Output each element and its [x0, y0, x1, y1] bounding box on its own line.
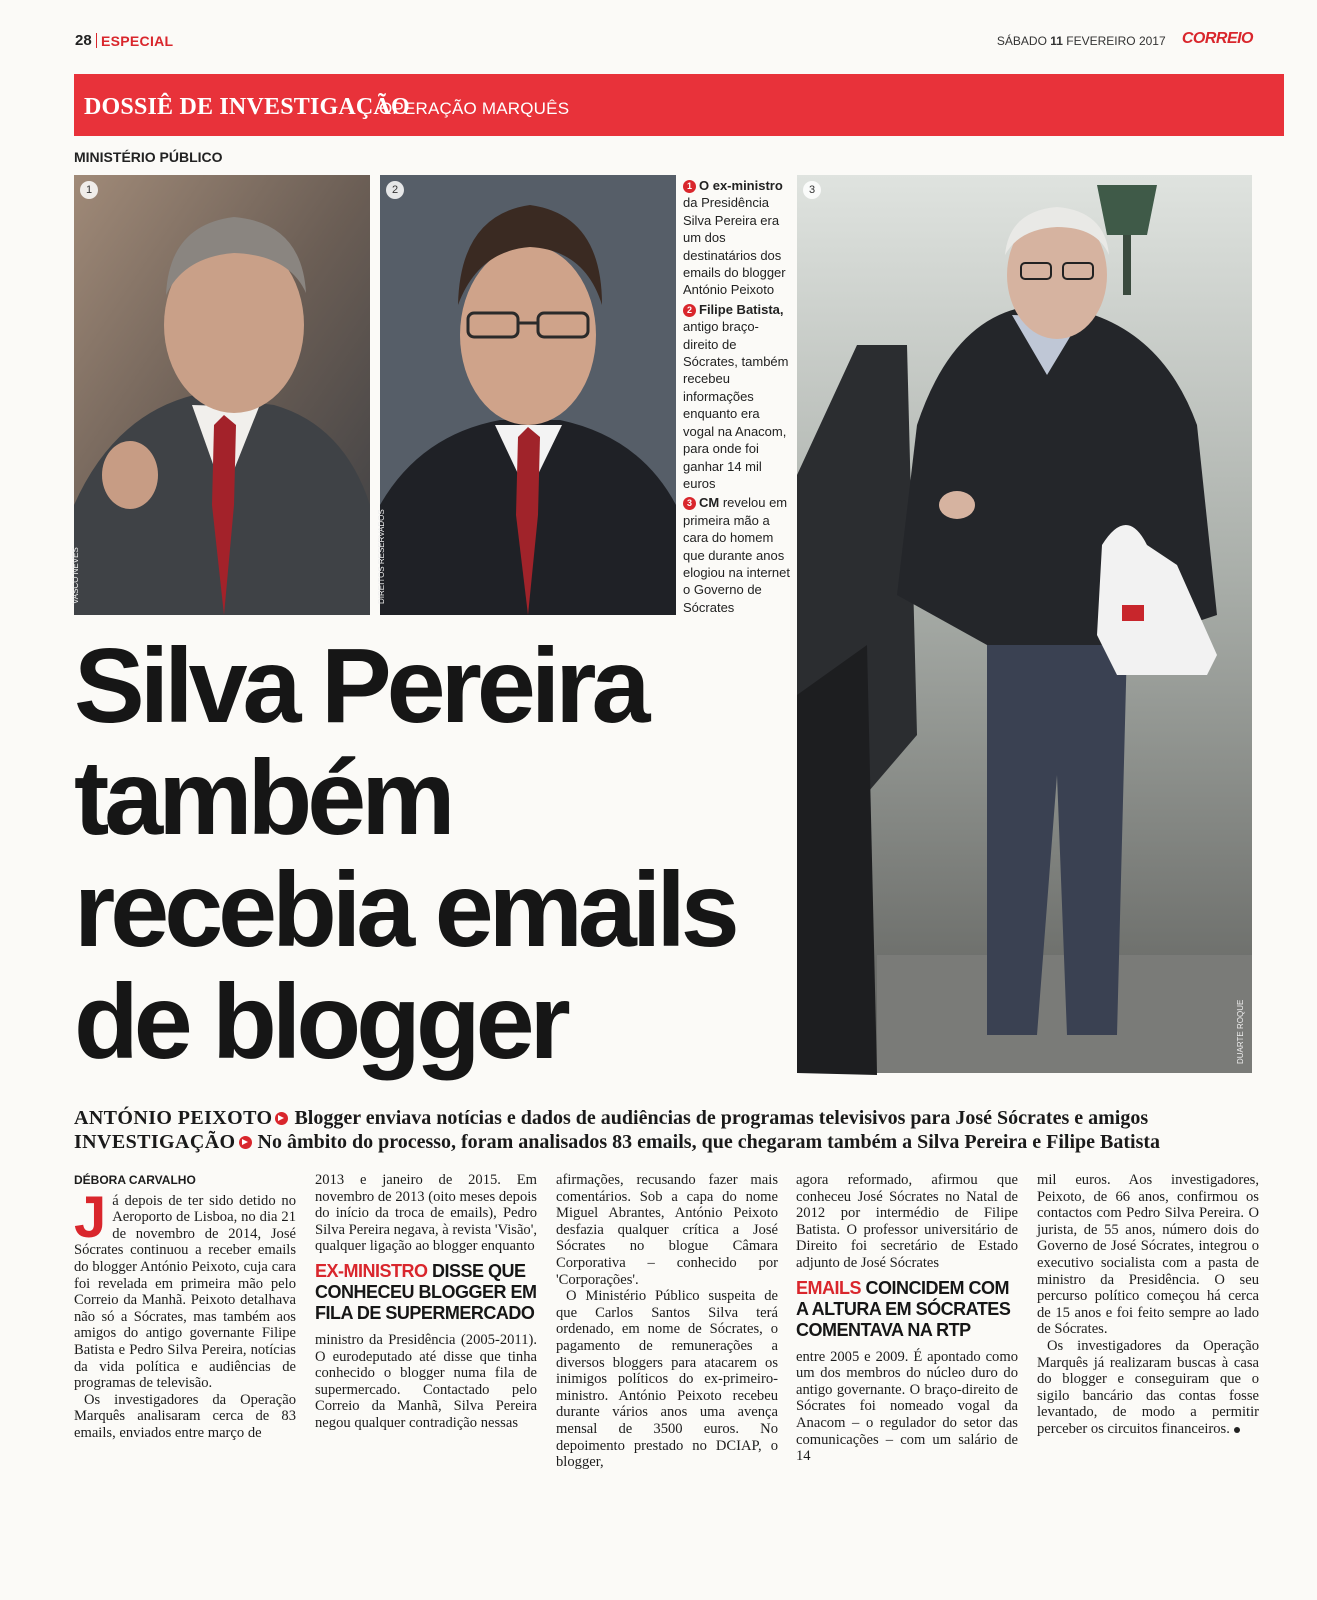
caption-1-text: da Presidência Silva Pereira era um dos destinatários dos emails do blogger António Peixoto [683, 195, 786, 298]
paragraph: 2013 e janeiro de 2015. Em novembro de 2013 (oito meses depois do início da troca de emails), Pedro Silva Pereira negava, à revista 'Visão', qualquer ligação ao blogger enquanto [315, 1172, 537, 1255]
subhead-1 [315, 1261, 537, 1324]
article-column-2 [315, 1172, 537, 1432]
paragraph: entre 2005 e 2009. É apontado como um dos membros do núcleo duro do antigo governante. O braço-direito de Sócrates foi nomeado vogal da Anacom – o regulador do setor das comunicações – com um salário de 14 [796, 1348, 1018, 1465]
subhead-2-red: EMAILS [796, 1277, 862, 1298]
brand-logo: CORREIO [1181, 30, 1253, 47]
paragraph: ministro da Presidência (2005-2011). O eurodeputado até disse que tinha conhecido o blogger numa fila de supermercado. Contactado pelo Correio da Manhã, Silva Pereira negou qualquer contradição nessas [315, 1331, 537, 1431]
deck-2-label: INVESTIGAÇÃO [74, 1131, 236, 1153]
page-header [0, 0, 1317, 70]
article-column-1 [74, 1172, 296, 1442]
caption-2-text: antigo braço-direito de Sócrates, também recebeu informações enquanto era vogal na Anacom, para onde foi ganhar 14 mil euros [683, 319, 789, 491]
paragraph: mil euros. Aos investigadores, Peixoto, de 66 anos, confirmou os contactos com Pedro Silva Pereira. O jurista, de 55 anos, número dois do Governo de José Sócrates, integrou o executivo socialista com a pasta de ministro da Presidência. O seu percurso político começou há cerca de 15 anos e foi feito sempre ao lado de Sócrates. [1037, 1172, 1259, 1338]
caption-3-lead: CM [699, 495, 720, 511]
deck-1 [74, 1107, 1284, 1130]
deck-2 [74, 1131, 1284, 1154]
subhead-2-rest: COINCIDEM COM A ALTURA EM SÓCRATES COMENTAVA NA RTP [796, 1277, 1011, 1340]
banner-subtitle: OPERAÇÃO MARQUÊS [379, 99, 570, 118]
article-column-5 [1037, 1172, 1259, 1438]
photo-credit-3: DUARTE ROQUE [1236, 999, 1245, 1064]
photo-credit-1: VASCO NEVES [71, 547, 80, 604]
subhead-1-red: EX-MINISTRO [315, 1260, 428, 1281]
end-mark-icon [1234, 1427, 1240, 1433]
date-month-year: FEVEREIRO 2017 [1066, 34, 1166, 48]
paragraph-text: á depois de ter sido detido no Aeroporto de Lisboa, no dia 21 de novembro de 2014, José Sócrates continuou a receber emails do blogger António Peixoto, cuja cara foi revelada em primeira mão pelo Correio da Manhã. Peixoto detalhava não só a Sócrates, mas também aos amigos do antigo governante Filipe Batista e Pedro Silva Pereira, notícias da vida política e audiências de programas de televisão. [74, 1192, 296, 1392]
caption-number-1: 1 [683, 180, 696, 193]
caption-2-lead: Filipe Batista, [699, 301, 784, 317]
photo-number-1: 1 [80, 181, 98, 199]
drop-cap: J [74, 1184, 107, 1250]
caption-1 [683, 177, 791, 299]
paragraph [1037, 1338, 1259, 1438]
deck-1-label: ANTÓNIO PEIXOTO [74, 1107, 273, 1129]
caption-2 [683, 301, 791, 492]
headline-line-3: recebia emails [74, 851, 735, 969]
portrait-illustration [380, 175, 676, 615]
photo-number-2: 2 [386, 181, 404, 199]
street-photo-illustration [797, 175, 1252, 1073]
byline: DÉBORA CARVALHO [74, 1173, 196, 1187]
photo-filipe-batista [377, 175, 676, 615]
subhead-1-rest: DISSE QUE CONHECEU BLOGGER EM FILA DE SUPERMERCADO [315, 1260, 537, 1323]
photo-silva-pereira [71, 175, 370, 615]
photo-captions [683, 177, 791, 618]
subhead-2 [796, 1278, 1018, 1341]
headline-line-4: de blogger [74, 963, 566, 1081]
arrow-bullet-icon [275, 1112, 288, 1125]
section-tag: ESPECIAL [101, 33, 174, 49]
photo-number-3: 3 [803, 181, 821, 199]
date-day: SÁBADO [996, 34, 1047, 48]
deck-1-text: Blogger enviava notícias e dados de audiências de programas televisivos para José Sócrates e amigos [294, 1107, 1149, 1129]
paragraph: Os investigadores da Operação Marquês analisaram cerca de 83 emails, enviados entre março de [74, 1391, 296, 1441]
caption-1-lead: O ex-ministro [699, 178, 783, 193]
article-column-4 [796, 1172, 1018, 1465]
section-banner [74, 74, 1284, 136]
headline-line-1: Silva Pereira [74, 627, 646, 745]
paragraph: O Ministério Público suspeita de que Carlos Santos Silva terá ordenado, em nome de Sócrates, o pagamento de remunerações a diversos bloggers para atacarem os inimigos políticos do ex-primeiro-ministro. António Peixoto recebeu durante vários anos uma avença mensal de 3500 euros. No depoimento prestado no DCIAP, o blogger, [556, 1288, 778, 1471]
arrow-bullet-icon [239, 1136, 252, 1149]
portrait-illustration [74, 175, 370, 615]
deck-2-text: No âmbito do processo, foram analisados 83 emails, que chegaram também a Silva Pereira e Filipe Batista [257, 1131, 1161, 1153]
caption-number-3: 3 [683, 497, 696, 510]
date-number: 11 [1050, 34, 1063, 48]
photo-credit-2: DIREITOS RESERVADOS [377, 509, 386, 604]
paragraph: afirmações, recusando fazer mais comentários. Sob a capa do nome Miguel Abrantes, António Peixoto desfazia qualquer crítica a José Sócrates no blogue Câmara Corporativa – conhecido por 'Corporações'. [556, 1172, 778, 1288]
paragraph [74, 1184, 296, 1392]
article-column-3 [556, 1172, 778, 1471]
photo-antonio-peixoto [797, 175, 1252, 1073]
paragraph-text: Os investigadores da Operação Marquês já realizaram buscas à casa do blogger e conseguiram que o sigilo bancário das contas fosse levantado, de modo a permitir perceber os circuitos financeiros. [1037, 1337, 1259, 1437]
banner-title: DOSSIÊ DE INVESTIGAÇÃO [84, 94, 410, 120]
caption-3-text: revelou em primeira mão a cara do homem que durante anos elogiou na internet o Governo de Sócrates [683, 495, 790, 615]
paragraph: agora reformado, afirmou que conheceu José Sócrates no Natal de 2012 por intermédio de Filipe Batista. O professor universitário de Direito foi secretário de Estado adjunto de José Sócrates [796, 1172, 1018, 1271]
kicker: MINISTÉRIO PÚBLICO [74, 149, 223, 165]
headline [74, 627, 794, 1081]
caption-number-2: 2 [683, 304, 696, 317]
section-separator [96, 33, 97, 48]
page-number: 28 [75, 32, 92, 49]
caption-3 [683, 494, 791, 616]
headline-line-2: também [74, 739, 451, 857]
